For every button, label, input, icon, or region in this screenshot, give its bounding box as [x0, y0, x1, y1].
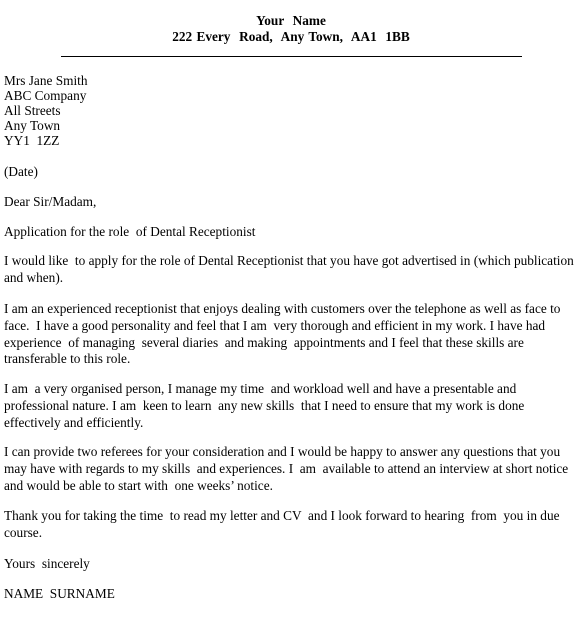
- paragraph-line: I can provide two referees for your consideration and I would be happy to answer any questions that you: [4, 444, 561, 459]
- recipient-line: Mrs Jane Smith: [4, 73, 88, 88]
- paragraph-line: and would be able to start with one weeks’ notice.: [4, 477, 273, 493]
- paragraph-organised: [4, 381, 580, 431]
- closing: Yours sincerely: [4, 556, 90, 571]
- paragraph-thanks: [4, 508, 580, 542]
- paragraph-experience: [4, 301, 580, 368]
- paragraph-line: course.: [4, 524, 43, 540]
- paragraph-line: I would like to apply for the role of Dental Receptionist that you have got advertised in (which publication: [4, 253, 574, 268]
- paragraph-line: face. I have a good personality and feel that I am very thorough and efficient in my work. I have had: [4, 317, 546, 333]
- paragraph-line: professional nature. I am keen to learn any new skills that I need to ensure that my work is done: [4, 397, 525, 413]
- paragraph-line: Thank you for taking the time to read my letter and CV and I look forward to hearing from you in due: [4, 508, 560, 523]
- paragraph-line: experience of managing several diaries and making appointments and I feel that these skills are: [4, 334, 524, 350]
- paragraph-line: and when).: [4, 269, 64, 285]
- salutation: Dear Sir/Madam,: [4, 194, 97, 209]
- letter-date: (Date): [4, 164, 38, 179]
- recipient-address: [4, 73, 87, 148]
- paragraph-referees: [4, 444, 580, 494]
- subject-line: Application for the role of Dental Receptionist: [4, 224, 256, 239]
- paragraph-intro: [4, 253, 580, 287]
- paragraph-line: I am an experienced receptionist that enjoys dealing with customers over the telephone as well as face to: [4, 301, 561, 316]
- sender-address: 222 Every Road, Any Town, AA1 1BB: [172, 29, 410, 44]
- header-divider: [61, 56, 522, 57]
- paragraph-line: transferable to this role.: [4, 351, 131, 367]
- sender-name: Your Name: [256, 13, 326, 28]
- paragraph-line: I am a very organised person, I manage my time and workload well and have a presentable and: [4, 381, 517, 396]
- recipient-line: Any Town: [4, 118, 61, 133]
- sender-block: [0, 13, 582, 45]
- paragraph-line: may have with regards to my skills and experiences. I am available to attend an interview at short notice: [4, 460, 569, 476]
- recipient-line: YY1 1ZZ: [4, 133, 60, 148]
- recipient-line: ABC Company: [4, 88, 87, 103]
- signature-name: NAME SURNAME: [4, 586, 115, 601]
- paragraph-line: effectively and efficiently.: [4, 414, 144, 430]
- recipient-line: All Streets: [4, 103, 61, 118]
